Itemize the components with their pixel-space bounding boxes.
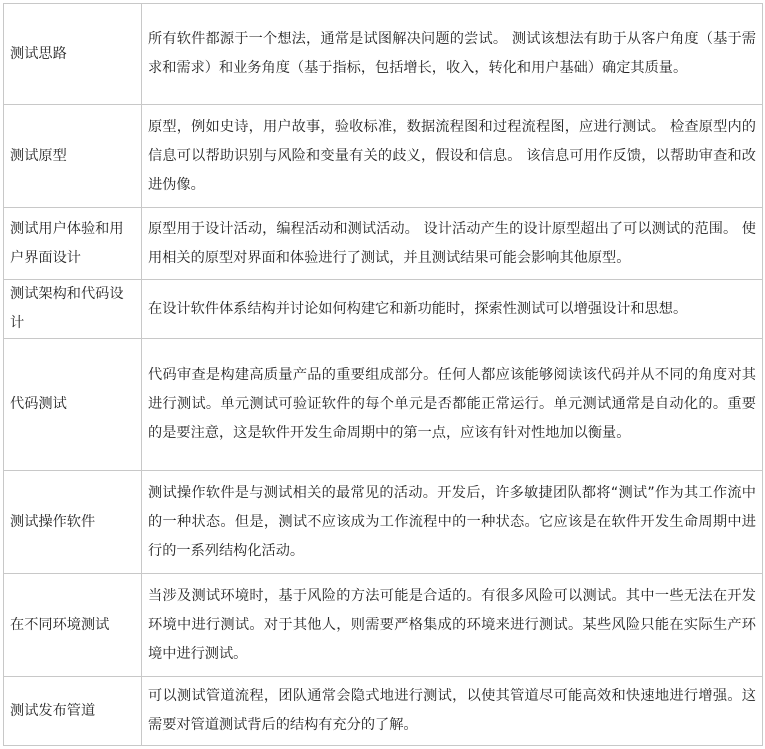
table-row [4,105,763,208]
row-label: 代码测试 [4,339,142,471]
row-label: 测试思路 [4,4,142,105]
row-label: 测试原型 [4,105,142,208]
table-row [4,339,763,471]
table-row [4,574,763,677]
row-label: 在不同环境测试 [4,574,142,677]
row-label: 测试架构和代码设计 [4,280,142,339]
testing-activities-table [3,3,763,746]
table-row [4,4,763,105]
table-row [4,208,763,280]
row-description: 原型，例如史诗，用户故事，验收标准，数据流程图和过程流程图，应进行测试。 检查原型内的信息可以帮助识别与风险和变量有关的歧义，假设和信息。 该信息可用作反馈，以帮助审查和改进伪像。 [142,105,763,208]
row-label: 测试用户体验和用户界面设计 [4,208,142,280]
row-description: 所有软件都源于一个想法，通常是试图解决问题的尝试。 测试该想法有助于从客户角度（基于需求和需求）和业务角度（基于指标，包括增长，收入，转化和用户基础）确定其质量。 [142,4,763,105]
row-label: 测试操作软件 [4,471,142,574]
row-description: 在设计软件体系结构并讨论如何构建它和新功能时，探索性测试可以增强设计和思想。 [142,280,763,339]
row-description: 测试操作软件是与测试相关的最常见的活动。开发后，许多敏捷团队都将“测试”作为其工作流中的一种状态。但是，测试不应该成为工作流程中的一种状态。它应该是在软件开发生命周期中进行的一系列结构化活动。 [142,471,763,574]
table-row [4,280,763,339]
row-description: 可以测试管道流程，团队通常会隐式地进行测试，以使其管道尽可能高效和快速地进行增强。这需要对管道测试背后的结构有充分的了解。 [142,677,763,746]
row-description: 原型用于设计活动，编程活动和测试活动。 设计活动产生的设计原型超出了可以测试的范围。 使用相关的原型对界面和体验进行了测试，并且测试结果可能会影响其他原型。 [142,208,763,280]
row-description: 当涉及测试环境时，基于风险的方法可能是合适的。有很多风险可以测试。其中一些无法在开发环境中进行测试。对于其他人，则需要严格集成的环境来进行测试。某些风险只能在实际生产环境中进行测试。 [142,574,763,677]
row-description: 代码审查是构建高质量产品的重要组成部分。任何人都应该能够阅读该代码并从不同的角度对其进行测试。单元测试可验证软件的每个单元是否都能正常运行。单元测试通常是自动化的。重要的是要注意，这是软件开发生命周期中的第一点，应该有针对性地加以衡量。 [142,339,763,471]
table-row [4,471,763,574]
row-label: 测试发布管道 [4,677,142,746]
table-row [4,677,763,746]
